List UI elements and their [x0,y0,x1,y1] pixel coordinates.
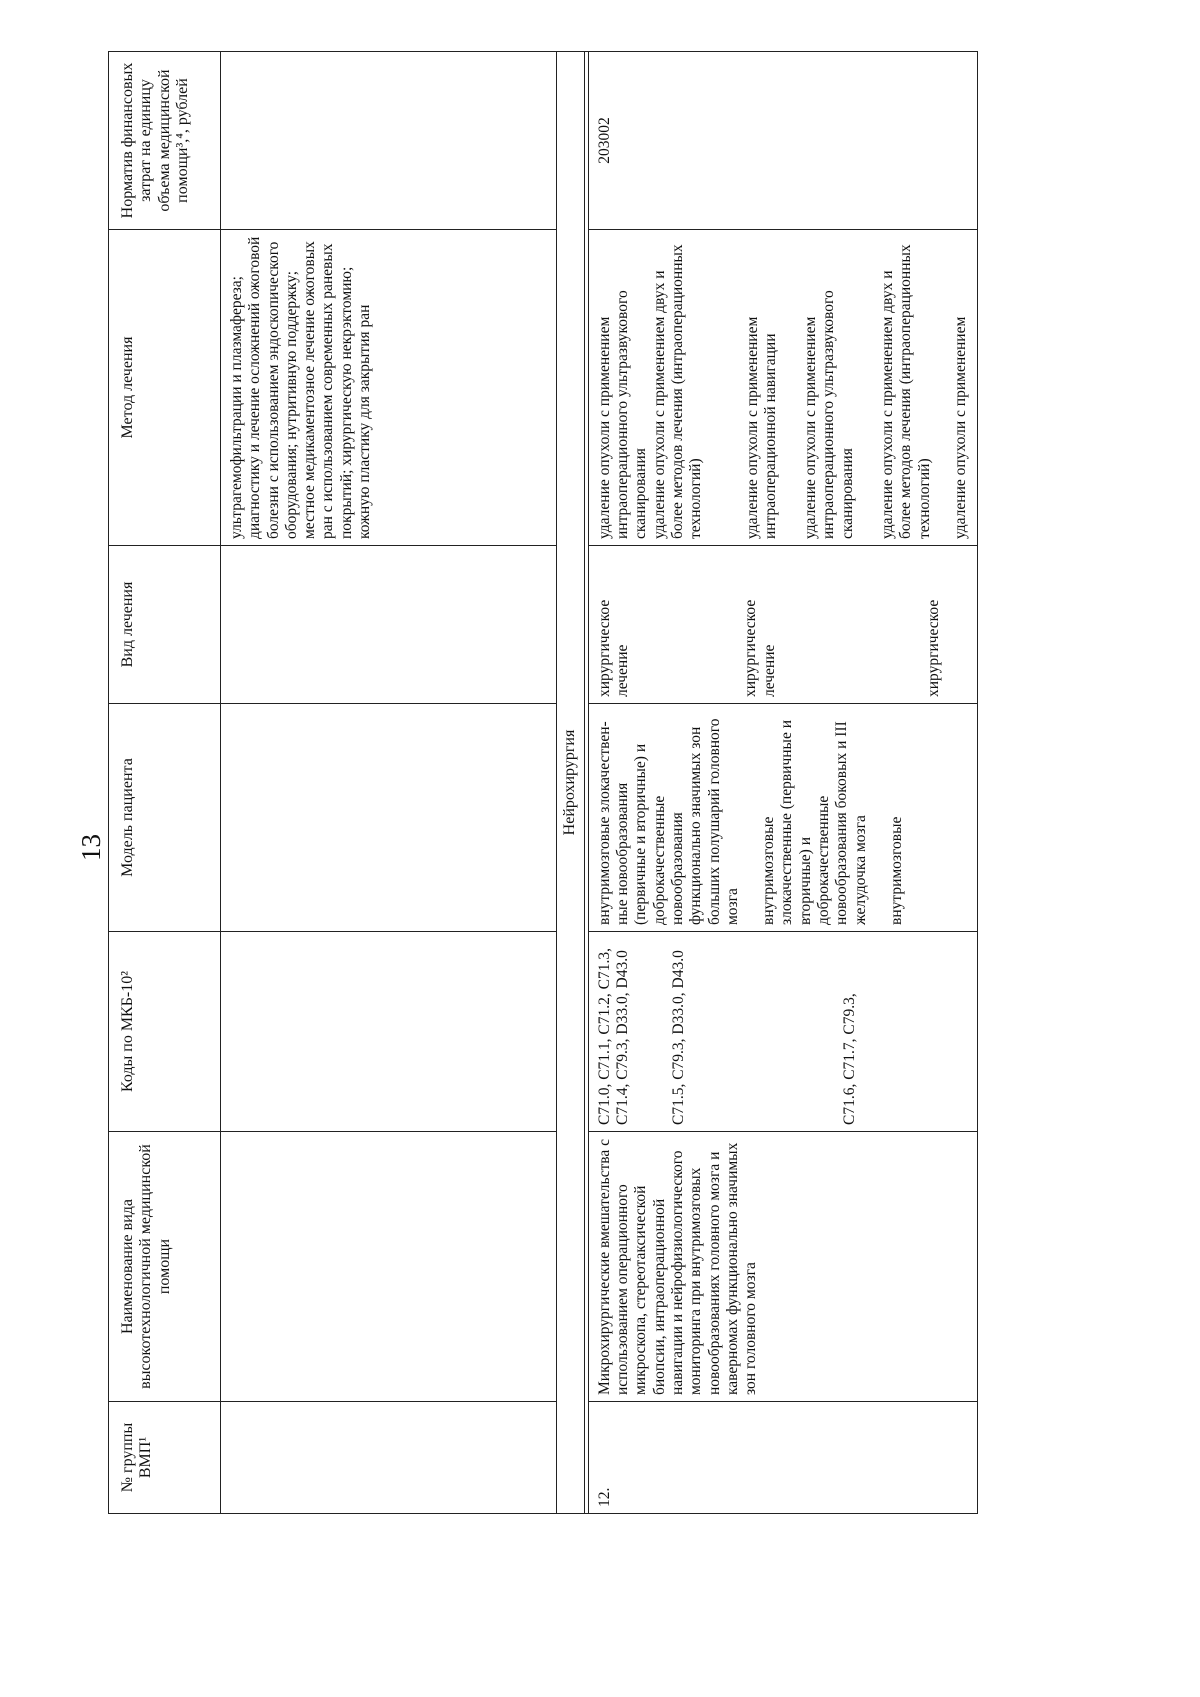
icd-codes-1: C71.0, C71.1, C71.2, C71.3, C71.4, C79.3, D33.0, D43.0 [595,948,632,1125]
header-model: Модель пациента [109,704,221,932]
prev-group-no [221,1402,557,1514]
group-name: Микрохирургические вмешательства с использованием операционного микроскопа, стереотаксической биопсии, интраоперационной навигации и нейрофизиологического мониторинга при внутримозговых новообразованиях головного мозга и каверномах функционально значимых зон головного мозга [588,1132,977,1402]
treatment-type-2: хирургическое лечение [742,599,778,697]
treatment-type-3: хирургическое [925,599,942,697]
spacer [706,236,744,539]
prev-norm [221,52,557,230]
prev-block-row [221,52,557,1514]
spacer [870,710,888,925]
header-name: Наименование вида высокотехнологичной медицинской помощи [109,1132,221,1402]
prev-model [221,704,557,932]
method-3-1: удаление опухоли с применением [951,316,969,539]
method-2-1: удаление опухоли с применением интраоперационной навигации [743,316,779,539]
icd-codes-2: C71.5, C79.3, D33.0, D43.0 [670,950,688,1125]
group-12-row [588,52,977,1514]
header-row [109,52,221,1514]
section-title: Нейрохирургия [557,52,585,1514]
patient-model-2: внутримозговые злокачественные (первичные и вторичные) и доброкачественные новообразования боковых и III желудочка мозга [760,720,869,925]
spacer [632,552,742,697]
prev-icd [221,932,557,1132]
spacer [934,236,952,539]
patient-model-cell [588,704,977,932]
page-number: 13 [76,834,106,861]
header-icd: Коды по МКБ-10² [109,932,221,1132]
spacer [857,236,879,539]
header-norm: Норматив финансовых затрат на единицу объема медицинской помощи³,⁴, рублей [109,52,221,230]
method-1-2: удаление опухоли с применением двух и более методов лечения (интраоперационных технологий) [650,244,705,539]
prev-method: ультрагемофильтрации и плазмафереза; диагностику и лечение осложнений ожоговой болезни с использованием эндоскопического оборудования; нутритивную поддержку; местное медикаментозное лечение ожоговых ран с использованием современных раневых покрытий; хирургическую некрэктомию; кожную пластику для закрытия ран [221,230,557,546]
treatment-method-cell [588,230,977,546]
spacer [742,710,760,925]
group-number: 12. [588,1402,977,1514]
icd-codes-3: C71.6, C71.7, C79.3, [840,993,858,1125]
icd-codes-cell [588,932,977,1132]
prev-type [221,546,557,704]
method-2-2: удаление опухоли с применением интраоперационного ультразвукового сканирования [802,290,856,539]
norm-value: 203002 [588,52,977,230]
spacer [632,938,670,1125]
header-treatment-type: Вид лечения [109,546,221,704]
header-method: Метод лечения [109,230,221,546]
patient-model-1: внутримозговые злокачествен-ные новообразования (первичные и вторичные) и доброкачественные новообразования функционально значимых зон больших полушарий головного мозга [595,718,741,925]
vmp-table [108,51,978,1514]
spacer [689,938,841,1125]
spacer [780,236,802,539]
treatment-type-1: хирургическое лечение [595,599,632,697]
method-1-1: удаление опухоли с применением интраоперационного ультразвукового сканирования [595,290,650,539]
section-row [557,52,585,1514]
method-2-3: удаление опухоли с применением двух и более методов лечения (интраоперационных технологий) [878,244,933,539]
header-group-no: № группы ВМП¹ [109,1402,221,1514]
prev-name [221,1132,557,1402]
spacer [779,552,925,697]
patient-model-3: внутримозговые [887,816,905,925]
document-table-rotated [108,52,1058,1514]
treatment-type-cell [588,546,977,704]
